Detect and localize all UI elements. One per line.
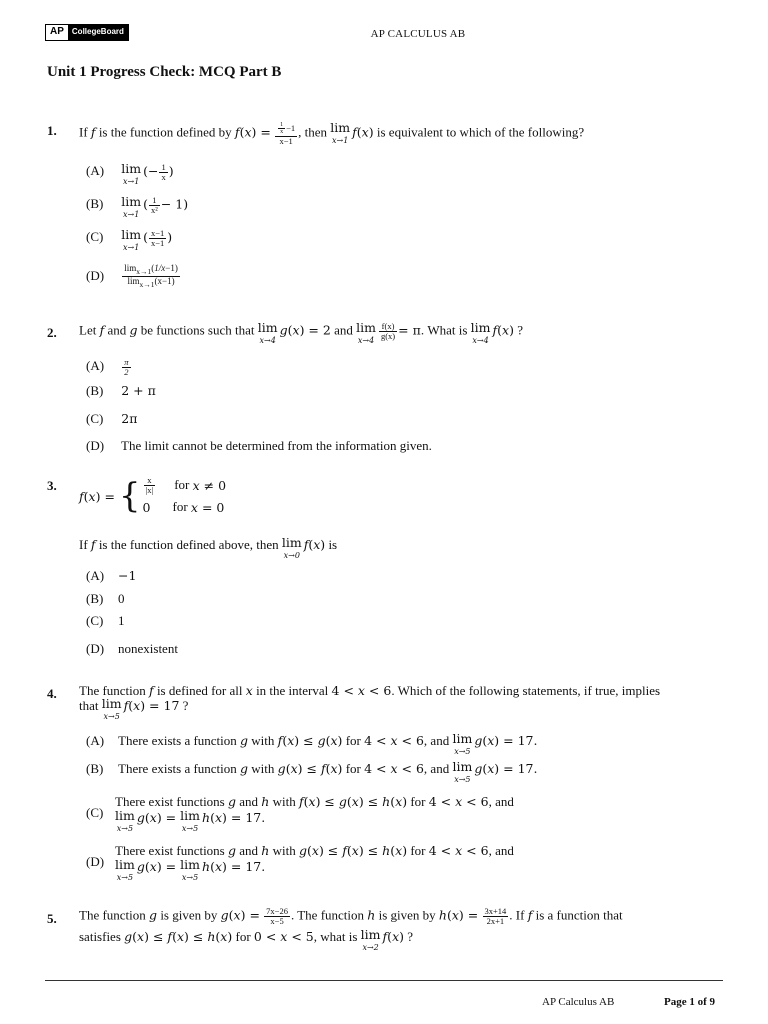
question-4-option-c[interactable]: (C) There exist functions g and h with f(x) ≤ g(x) ≤ h(x) for 4 < x < 6, and lim x→5 g(x) = lim x→5 h(x) = 17.: [86, 794, 514, 833]
question-2-option-d[interactable]: (D) The limit cannot be determined from the information given.: [86, 438, 432, 453]
logo-collegeboard: CollegeBoard: [68, 25, 128, 40]
question-1-option-a[interactable]: (A) lim x→1 (− $\frac{1}{x}$ ): [86, 161, 174, 186]
question-2-option-a[interactable]: (A) $\frac{\pi}{2}$: [86, 357, 129, 377]
question-3-option-b[interactable]: (B) 0: [86, 591, 125, 606]
question-2-stem: Let f and g be functions such that lim x→4 g(x) = 2 and lim x→4 $\frac{f(x)}{g(x)}$ = π. What is lim x→4 f(x) ?: [79, 320, 524, 345]
question-3-option-c[interactable]: (C) 1: [86, 613, 125, 628]
question-3-option-d[interactable]: (D) nonexistent: [86, 641, 178, 656]
question-1-option-b[interactable]: (B) lim x→1 ( $\frac{1}{\text{x²}}$ − 1): [86, 194, 189, 219]
logo-ap: AP: [46, 25, 68, 40]
question-4-option-d[interactable]: (D) There exist functions g and h with g(x) ≤ f(x) ≤ h(x) for 4 < x < 6, and lim x→5 g(x) = lim x→5 h(x) = 17.: [86, 843, 514, 882]
unit-title: Unit 1 Progress Check: MCQ Part B: [47, 64, 282, 80]
question-5-stem-line2: satisfies g(x) ≤ f(x) ≤ h(x) for 0 < x < 5, what is lim x→2 f(x) ?: [79, 927, 414, 952]
question-1-option-d[interactable]: (D) $\frac{\lim_{x\to 1}(1/x-1)}{\lim_{x\to 1}(x-1)}$: [86, 263, 178, 289]
question-2-option-c[interactable]: (C) 2π: [86, 411, 138, 426]
question-3-number: 3.: [47, 478, 57, 493]
question-4-stem-line1: The function f is defined for all x in the interval 4 < x < 6. Which of the following statements, if true, implies: [79, 683, 661, 698]
question-3-stem: If f is the function defined above, then lim x→0 f(x) is: [79, 535, 338, 560]
question-5-stem-line1: The function g is given by g(x) = $\frac{7x-26}{x-5}$ . The function h is given by h(x) = $\frac{3x+14}{2x+1}$ . If f is a function that: [79, 906, 623, 926]
question-4-option-b[interactable]: (B) There exists a function g with g(x) ≤ f(x) for 4 < x < 6, and lim x→5 g(x) = 17.: [86, 759, 538, 784]
question-3-piecewise: f ( x ) = { $\frac{x}{|x|}$ for x ≠ 0 0 for x = 0: [79, 474, 227, 516]
question-5-number: 5.: [47, 911, 57, 926]
question-4-stem-line2: that lim x→5 f(x) = 17 ?: [79, 696, 189, 721]
question-2-option-b[interactable]: (B) 2 + π: [86, 383, 156, 398]
footer-page-number: Page 1 of 9: [664, 996, 716, 1008]
question-2-option-d-text: The limit cannot be determined from the information given.: [121, 438, 432, 453]
question-3-option-a[interactable]: (A) −1: [86, 568, 137, 583]
header-title: AP CALCULUS AB: [370, 28, 466, 40]
question-1-stem: If f is the function defined by f(x) = $\frac{1}{x}$ −1 x−1 , then lim x→1 f(x) is equivalent to which of the following?: [79, 120, 585, 146]
question-4-number: 4.: [47, 686, 57, 701]
question-4-option-a[interactable]: (A) There exists a function g with f(x) ≤ g(x) for 4 < x < 6, and lim x→5 g(x) = 17.: [86, 731, 538, 756]
footer-divider: [45, 980, 723, 981]
footer-course: AP Calculus AB: [542, 996, 615, 1008]
question-2-number: 2.: [47, 325, 57, 340]
question-1-number: 1.: [47, 123, 57, 138]
question-1-option-c[interactable]: (C) lim x→1 ( $\frac{x-1}{x-1}$ ): [86, 227, 173, 252]
